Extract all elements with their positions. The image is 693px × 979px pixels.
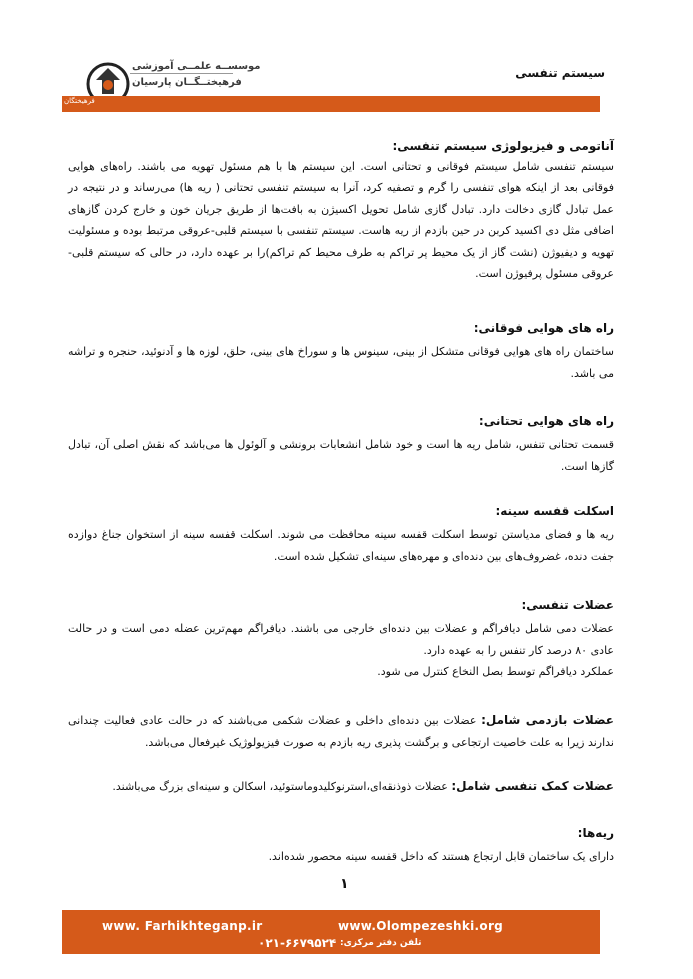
- resp-muscles-body: عضلات دمی شامل دیافراگم و عضلات بین دنده‌ای خارجی می باشند. دیافراگم مهم‌ترین عضله دمی است و در حالت عادی ۸۰ درصد کار تنفس را به عهده دارد.: [68, 622, 614, 657]
- footer-phone-number: ۰۲۱-۶۶۷۹۵۲۴: [258, 936, 337, 950]
- chest-skeleton-section: [68, 501, 614, 567]
- logo-text-line1: موسســه علمــی آموزشی: [132, 61, 261, 72]
- upper-airways-body: ساختمان راه های هوایی فوقانی متشکل از بینی، سینوس ها و سوراخ های بینی، حلق، لوزه ها و آدنوئید، حنجره و تراشه می باشد.: [68, 345, 614, 380]
- upper-airways-heading: راه های هوایی فوقانی:: [473, 321, 614, 335]
- logo-text-line2: فرهیختــگــان پارسیان: [132, 77, 242, 88]
- footer-website-1[interactable]: www. Farhikhteganp.ir: [102, 919, 263, 933]
- header-band: [62, 96, 600, 112]
- footer-website-2[interactable]: www.Olompezeshki.org: [338, 919, 504, 933]
- lungs-heading: ریه‌ها:: [577, 826, 614, 840]
- exp-muscles-body: عضلات بین دنده‌ای داخلی و عضلات شکمی می‌باشند که در حالت عادی فعالیت چندانی ندارند زیرا به علت خاصیت ارتجاعی و برگشت پذیری ریه بازدم به صورت فیزیولوژیک غیرفعال می‌باشد.: [68, 714, 614, 749]
- intro-heading: آناتومی و فیزیولوژی سیستم تنفسی:: [392, 139, 614, 153]
- lungs-body: دارای یک ساختمان قابل ارتجاع هستند که داخل قفسه سینه محصور شده‌اند.: [268, 850, 614, 863]
- page-header-title: سیستم تنفسی: [515, 66, 605, 80]
- lower-airways-section: [68, 411, 614, 477]
- lower-airways-body: قسمت تحتانی تنفس، شامل ریه ها است و خود شامل انشعابات برونشی و آلوئول ها می‌باشد که نقش اصلی آن، تبادل گازها است.: [68, 438, 614, 473]
- accessory-muscles-section: [68, 776, 614, 798]
- exp-muscles-heading: عضلات بازدمی شامل:: [481, 713, 614, 727]
- resp-muscles-section: [68, 595, 614, 683]
- exp-muscles-section: [68, 710, 614, 753]
- upper-airways-section: [68, 318, 614, 384]
- accessory-muscles-body: عضلات ذوذنقه‌ای،استرنوکلیدوماستوئید، اسکالن و سینه‌ای بزرگ می‌باشند.: [112, 780, 448, 793]
- accessory-muscles-heading: عضلات کمک تنفسی شامل:: [451, 779, 614, 793]
- chest-skeleton-body: ریه ها و فضای مدیاستن توسط اسکلت قفسه سینه محافظت می شوند. اسکلت قفسه سینه از استخوان جناغ دوازده جفت دنده، غضروف‌های بین دنده‌ای و مهره‌های سینه‌ای تشکیل شده است.: [68, 528, 614, 563]
- chest-skeleton-heading: اسکلت قفسه سینه:: [495, 504, 614, 518]
- logo-sub-label: فرهیختگان: [64, 97, 95, 105]
- intro-body: سیستم تنفسی شامل سیستم فوقانی و تحتانی است. این سیستم ها با هم مسئول تهویه می باشند. راه‌های هوایی فوقانی بعد از اینکه هوای تنفسی را گرم و تصفیه کرد، آنرا به سیستم تنفسی تحتانی ( ریه ها) می‌رساند و در نتیجه در عمل تبادل گازی دخالت دارد. تبادل گازی شامل تحویل اکسیژن به بافت‌ها از طریق جریان خون و خارج کردن گازهای اضافی مثل دی اکسید کربن در حین بازدم از ریه هاست. سیستم تنفسی با سیستم قلبی-عروقی مرتبط بوده و مسئولیت تهویه و دیفیوژن (نشت گاز از یک محیط پر تراکم به طرف محیط کم تراکم)را بر عهده دارد، در حالی که سیستم قلبی-عروقی مسئول پرفیوژن است.: [68, 160, 614, 281]
- lower-airways-heading: راه های هوایی تحتانی:: [478, 414, 614, 428]
- lungs-section: [68, 823, 614, 868]
- footer-phone-label: تلفن دفتر مرکزی:: [340, 938, 422, 948]
- logo-divider: [130, 73, 233, 74]
- page-number: ۱: [340, 876, 349, 892]
- intro-section: [68, 136, 614, 284]
- resp-muscles-heading: عضلات تنفسی:: [521, 598, 614, 612]
- resp-muscles-body2: عملکرد دیافراگم توسط بصل النخاع کنترل می شود.: [377, 665, 614, 678]
